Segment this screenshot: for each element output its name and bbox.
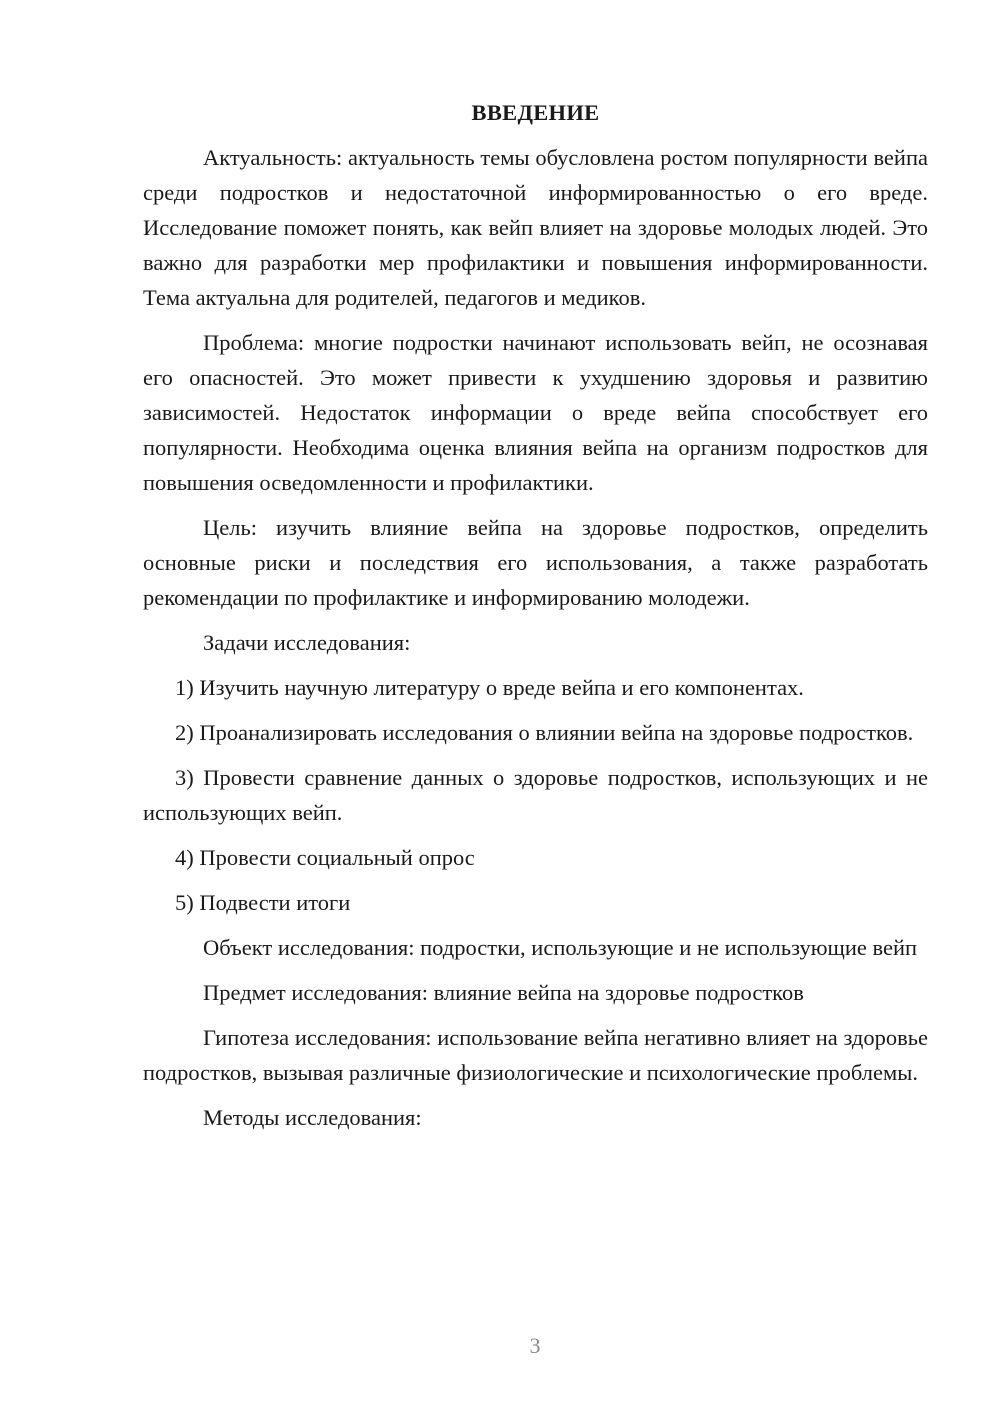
page-number: 3 xyxy=(529,1333,541,1358)
paragraph-goal: Цель: изучить влияние вейпа на здоровье подростков, определить основные риски и последствия его использования, а также разработать рекомендации по профилактике и информированию молодежи. xyxy=(143,515,928,610)
paragraph-subject: Предмет исследования: влияние вейпа на здоровье подростков xyxy=(203,980,804,1005)
task-item-2: 2) Проанализировать исследования о влиянии вейпа на здоровье подростков. xyxy=(175,720,914,745)
task-item-3: 3) Провести сравнение данных о здоровье подростков, использующих и не использующих вейп. xyxy=(143,765,928,825)
task-item-5: 5) Подвести итоги xyxy=(175,890,351,915)
paragraph-methods: Методы исследования: xyxy=(203,1105,422,1130)
task-item-1: 1) Изучить научную литературу о вреде вейпа и его компонентах. xyxy=(175,675,804,700)
paragraph-tasks-heading: Задачи исследования: xyxy=(203,630,411,655)
page-title: ВВЕДЕНИЕ xyxy=(471,100,600,125)
paragraph-object: Объект исследования: подростки, использующие и не использующие вейп xyxy=(203,935,918,960)
paragraph-hypothesis: Гипотеза исследования: использование вейпа негативно влияет на здоровье подростков, вызывая различные физиологические и психологические проблемы. xyxy=(143,1025,928,1085)
paragraph-relevance: Актуальность: актуальность темы обусловлена ростом популярности вейпа среди подростков и недостаточной информированностью о его вреде. Исследование поможет понять, как вейп влияет на здоровье молодых людей. Это важно для разработки мер профилактики и повышения информированности. Тема актуальна для родителей, педагогов и медиков. xyxy=(143,145,928,310)
task-item-4: 4) Провести социальный опрос xyxy=(175,845,475,870)
page-content xyxy=(143,95,928,1145)
paragraph-problem: Проблема: многие подростки начинают использовать вейп, не осознавая его опасностей. Это может привести к ухудшению здоровья и развитию зависимостей. Недостаток информации о вреде вейпа способствует его популярности. Необходима оценка влияния вейпа на организм подростков для повышения осведомленности и профилактики. xyxy=(143,330,928,495)
